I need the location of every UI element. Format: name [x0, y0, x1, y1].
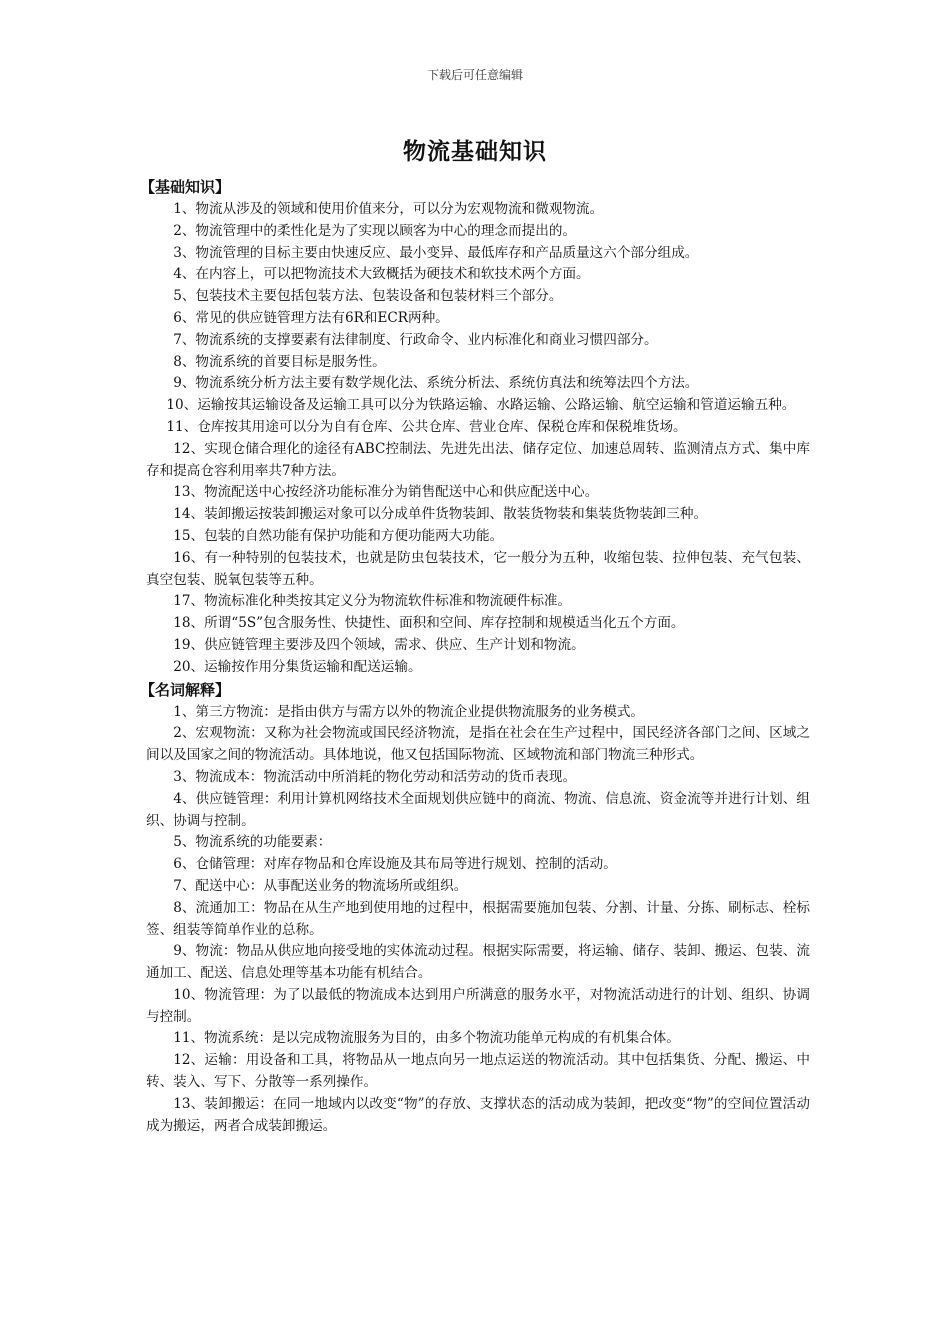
- basics-item: 4、在内容上，可以把物流技术大致概括为硬技术和软技术两个方面。: [173, 266, 590, 283]
- terms-item: 11、物流系统：是以完成物流服务为目的，由多个物流功能单元构成的有机集合体。: [173, 1030, 680, 1047]
- basics-item: 13、物流配送中心按经济功能标准分为销售配送中心和供应配送中心。: [173, 484, 599, 501]
- terms-item: 10、物流管理：为了以最低的物流成本达到用户所满意的服务水平，对物流活动进行的计划、组织、协调与控制。: [146, 986, 810, 1025]
- terms-item: 9、物流：物品从供应地向接受地的实体流动过程。根据实际需要，将运输、储存、装卸、搬运、包装、流通加工、配送、信息处理等基本功能有机结合。: [146, 943, 810, 982]
- basics-item: 17、物流标准化种类按其定义分为物流软件标准和物流硬件标准。: [173, 593, 572, 610]
- basics-item: 3、物流管理的目标主要由快速反应、最小变异、最低库存和产品质量这六个部分组成。: [173, 244, 699, 261]
- section-heading-basics: 【基础知识】: [140, 178, 231, 196]
- terms-item: 4、供应链管理：利用计算机网络技术全面规划供应链中的商流、物流、信息流、资金流等并进行计划、组织、协调与控制。: [146, 790, 810, 829]
- basics-item: 1、物流从涉及的领域和使用价值来分，可以分为宏观物流和微观物流。: [173, 201, 604, 217]
- terms-item: 1、第三方物流：是指由供方与需方以外的物流企业提供物流服务的业务模式。: [173, 703, 645, 720]
- basics-item: 2、物流管理中的柔性化是为了实现以顾客为中心的理念而提出的。: [173, 222, 577, 239]
- basics-item: 12、实现仓储合理化的途径有ABC控制法、先进先出法、储存定位、加速总周转、监测清点方式、集中库存和提高仓容利用率共7种方法。: [146, 440, 810, 479]
- basics-item: 5、包装技术主要包括包装方法、包装设备和包装材料三个部分。: [173, 288, 563, 305]
- terms-item: 5、物流系统的功能要素：: [173, 834, 332, 851]
- basics-item: 10、运输按其运输设备及运输工具可以分为铁路运输、水路运输、公路运输、航空运输和管道运输五种。: [166, 397, 796, 414]
- section-heading-terms: 【名词解释】: [140, 680, 231, 699]
- basics-item: 20、运输按作用分集货运输和配送运输。: [173, 658, 422, 675]
- basics-item: 14、装卸搬运按装卸搬运对象可以分成单件货物装卸、散装货物装和集装货物装卸三种。: [173, 506, 708, 523]
- basics-item: 11、仓库按其用途可以分为自有仓库、公共仓库、营业仓库、保税仓库和保税堆货场。: [166, 418, 687, 435]
- basics-item: 16、有一种特别的包装技术，也就是防虫包装技术，它一般分为五种，收缩包装、拉伸包装、充气包装、真空包装、脱氧包装等五种。: [146, 549, 810, 588]
- basics-item: 8、物流系统的首要目标是服务性。: [173, 353, 386, 370]
- terms-item: 12、运输：用设备和工具，将物品从一地点向另一地点运送的物流活动。其中包括集货、分配、搬运、中转、装入、写下、分散等一系列操作。: [146, 1052, 810, 1091]
- document-body: [140, 176, 810, 1137]
- basics-item: 6、常见的供应链管理方法有6R和ECR两种。: [173, 309, 449, 326]
- terms-item: 8、流通加工：物品在从生产地到使用地的过程中，根据需要施加包装、分割、计量、分拣、刷标志、栓标签、组装等简单作业的总称。: [146, 899, 810, 938]
- basics-item: 15、包装的自然功能有保护功能和方便功能两大功能。: [173, 527, 504, 544]
- basics-item: 19、供应链管理主要涉及四个领域，需求、供应、生产计划和物流。: [173, 636, 585, 653]
- basics-item: 18、所谓“5S”包含服务性、快捷性、面积和空间、库存控制和规模适当化五个方面。: [173, 615, 685, 632]
- terms-item: 2、宏观物流：又称为社会物流或国民经济物流，是指在社会在生产过程中，国民经济各部门之间、区域之间以及国家之间的物流活动。具体地说，他又包括国际物流、区域物流和部门物流三种形式。: [146, 725, 810, 764]
- terms-item: 13、装卸搬运：在同一地域内以改变“物”的存放、支撑状态的活动成为装卸，把改变“物”的空间位置活动成为搬运，两者合成装卸搬运。: [146, 1095, 810, 1134]
- header-note: 下载后可任意编辑: [426, 68, 523, 82]
- basics-item: 7、物流系统的支撑要素有法律制度、行政命令、业内标准化和商业习惯四部分。: [173, 331, 658, 348]
- terms-item: 7、配送中心：从事配送业务的物流场所或组织。: [173, 877, 468, 894]
- basics-item: 9、物流系统分析方法主要有数学规化法、系统分析法、系统仿真法和统筹法四个方法。: [173, 375, 699, 392]
- terms-item: 6、仓储管理：对库存物品和仓库设施及其布局等进行规划、控制的活动。: [173, 856, 617, 873]
- page-title: 物流基础知识: [403, 138, 547, 165]
- terms-item: 3、物流成本：物流活动中所消耗的物化劳动和活劳动的货币表现。: [173, 768, 577, 785]
